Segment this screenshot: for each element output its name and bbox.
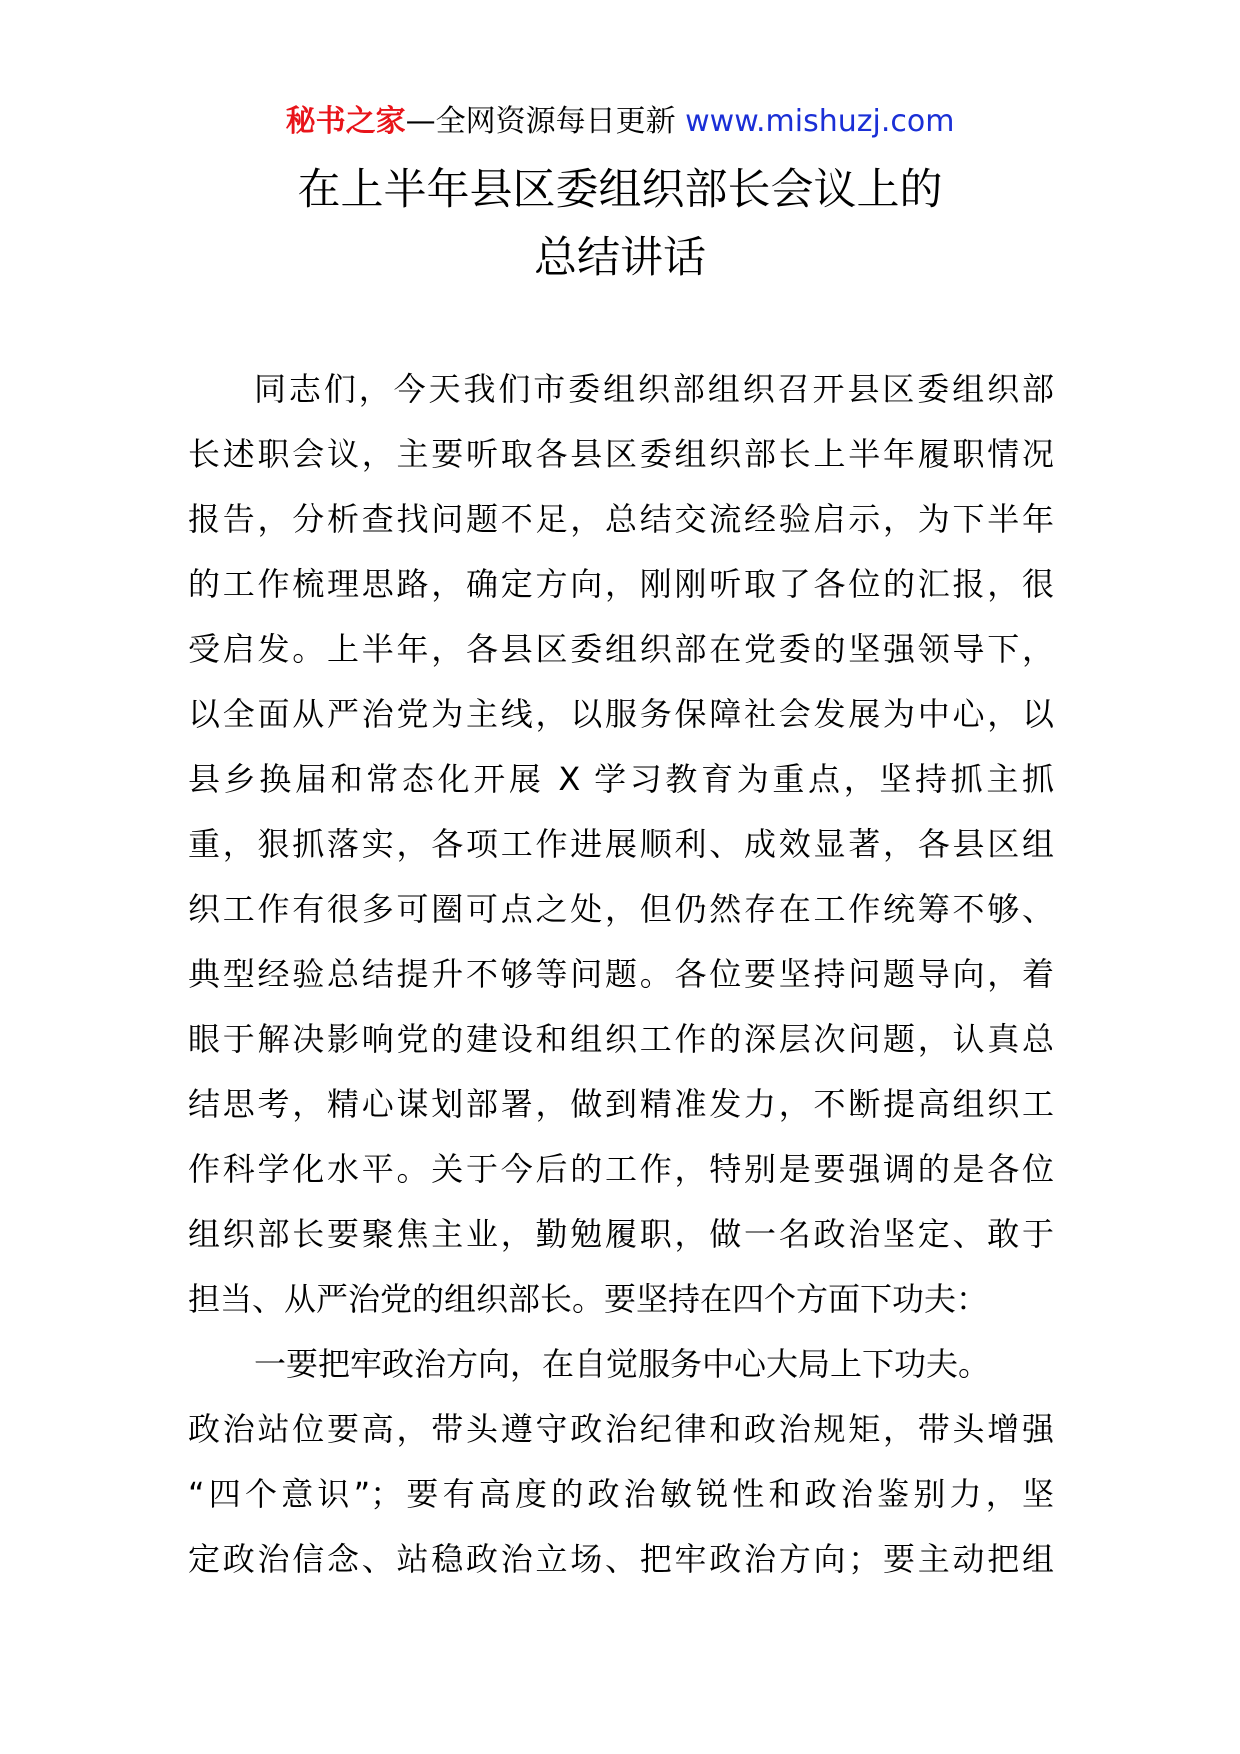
body-line: 同志们，今天我们市委组织部组织召开县区委组织部 <box>254 370 1054 408</box>
document-body <box>188 357 1054 1592</box>
body-line: 的工作梳理思路，确定方向，刚刚听取了各位的汇报，很 <box>188 565 1054 603</box>
body-line: 组织部长要聚焦主业，勤勉履职，做一名政治坚定、敢于 <box>188 1215 1054 1253</box>
body-line: 作科学化水平。关于今后的工作，特别是要强调的是各位 <box>188 1150 1054 1188</box>
body-line: 受启发。上半年，各县区委组织部在党委的坚强领导下， <box>188 630 1054 668</box>
body-line: 眼于解决影响党的建设和组织工作的深层次问题，认真总 <box>188 1020 1054 1058</box>
section-heading-line: 一要把牢政治方向，在自觉服务中心大局上下功夫。 <box>254 1345 991 1383</box>
body-line: 典型经验总结提升不够等问题。各位要坚持问题导向，着 <box>188 955 1054 993</box>
body-line: 结思考，精心谋划部署，做到精准发力，不断提高组织工 <box>188 1085 1054 1123</box>
site-header <box>0 102 1240 142</box>
body-line: 县乡换届和常态化开展 X 学习教育为重点，坚持抓主抓 <box>188 760 1054 798</box>
site-url-link[interactable]: www.mishuzj.com <box>685 104 955 139</box>
body-line: 以全面从严治党为主线，以服务保障社会发展为中心，以 <box>188 695 1054 733</box>
body-line: 长述职会议，主要听取各县区委组织部长上半年履职情况 <box>188 435 1054 473</box>
body-line: 织工作有很多可圈可点之处，但仍然存在工作统筹不够、 <box>188 890 1054 928</box>
brand-name: 秘书之家 <box>285 104 406 139</box>
body-line: 定政治信念、站稳政治立场、把牢政治方向；要主动把组 <box>188 1540 1054 1578</box>
body-line: 政治站位要高，带头遵守政治纪律和政治规矩，带头增强 <box>188 1410 1054 1448</box>
body-line: “四个意识”；要有高度的政治敏锐性和政治鉴别力，坚 <box>188 1475 1054 1513</box>
header-tagline: —全网资源每日更新 <box>405 104 676 139</box>
body-line: 重，狠抓落实，各项工作进展顺利、成效显著，各县区组 <box>188 825 1054 863</box>
document-title-line-2: 总结讲话 <box>534 233 706 283</box>
body-line: 报告，分析查找问题不足，总结交流经验启示，为下半年 <box>188 500 1054 538</box>
body-line: 担当、从严治党的组织部长。要坚持在四个方面下功夫： <box>188 1280 989 1318</box>
document-title-line-1: 在上半年县区委组织部长会议上的 <box>297 165 943 215</box>
